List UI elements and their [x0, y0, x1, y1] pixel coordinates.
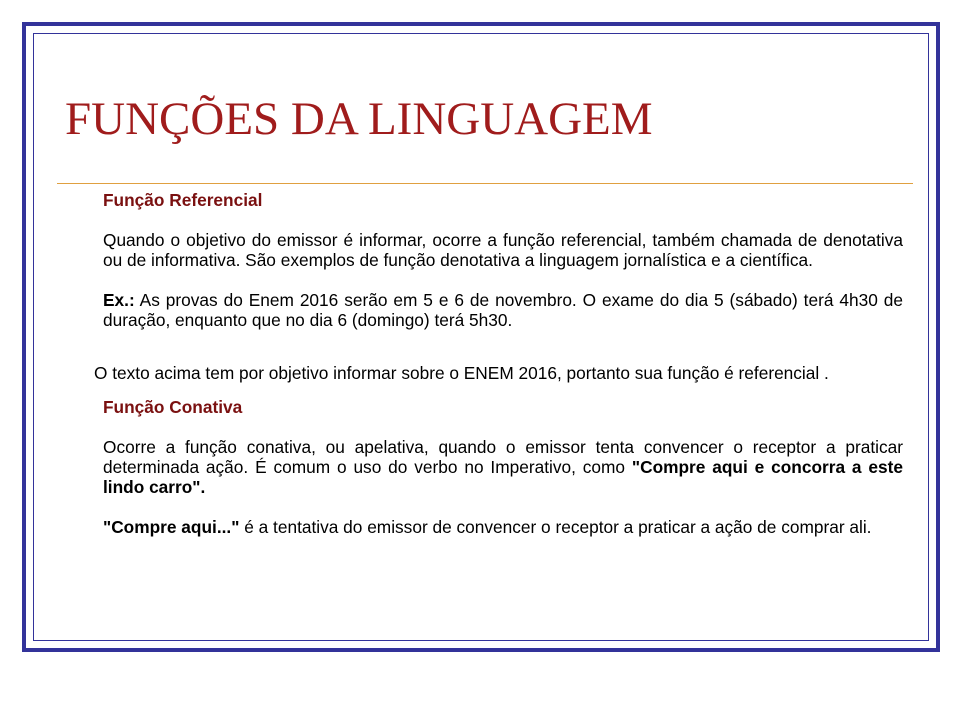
slide-title: FUNÇÕES DA LINGUAGEM [65, 93, 653, 145]
example-label: Ex.: [103, 290, 135, 310]
conativa-quote-short: "Compre aqui..." [103, 517, 240, 537]
example-text: As provas do Enem 2016 serão em 5 e 6 de novembro. O exame do dia 5 (sábado) terá 4h30 de duração, enquanto que no dia 6 (domingo) terá 5h30. [103, 290, 903, 330]
referencial-explanation: O texto acima tem por objetivo informar sobre o ENEM 2016, portanto sua função é referencial . [94, 363, 829, 383]
conativa-paragraph [103, 437, 903, 497]
section-heading-conativa: Função Conativa [103, 397, 243, 417]
section-heading-referencial: Função Referencial [103, 190, 263, 210]
conativa-explanation-text: é a tentativa do emissor de convencer o receptor a praticar a ação de comprar ali. [239, 517, 872, 537]
referencial-example [103, 290, 903, 330]
conativa-explanation [103, 517, 903, 537]
conativa-text: Ocorre a função conativa, ou apelativa, quando o emissor tenta convencer o receptor a praticar determinada ação. É comum o uso do verbo no Imperativo, como [103, 437, 903, 477]
conativa-quote: "Compre aqui e concorra a este lindo carro". [103, 457, 903, 497]
referencial-paragraph: Quando o objetivo do emissor é informar, ocorre a função referencial, também chamada de denotativa ou de informativa. São exemplos de função denotativa a linguagem jornalística e a científica. [103, 230, 903, 270]
title-divider [57, 183, 913, 184]
slide-body [94, 190, 903, 537]
